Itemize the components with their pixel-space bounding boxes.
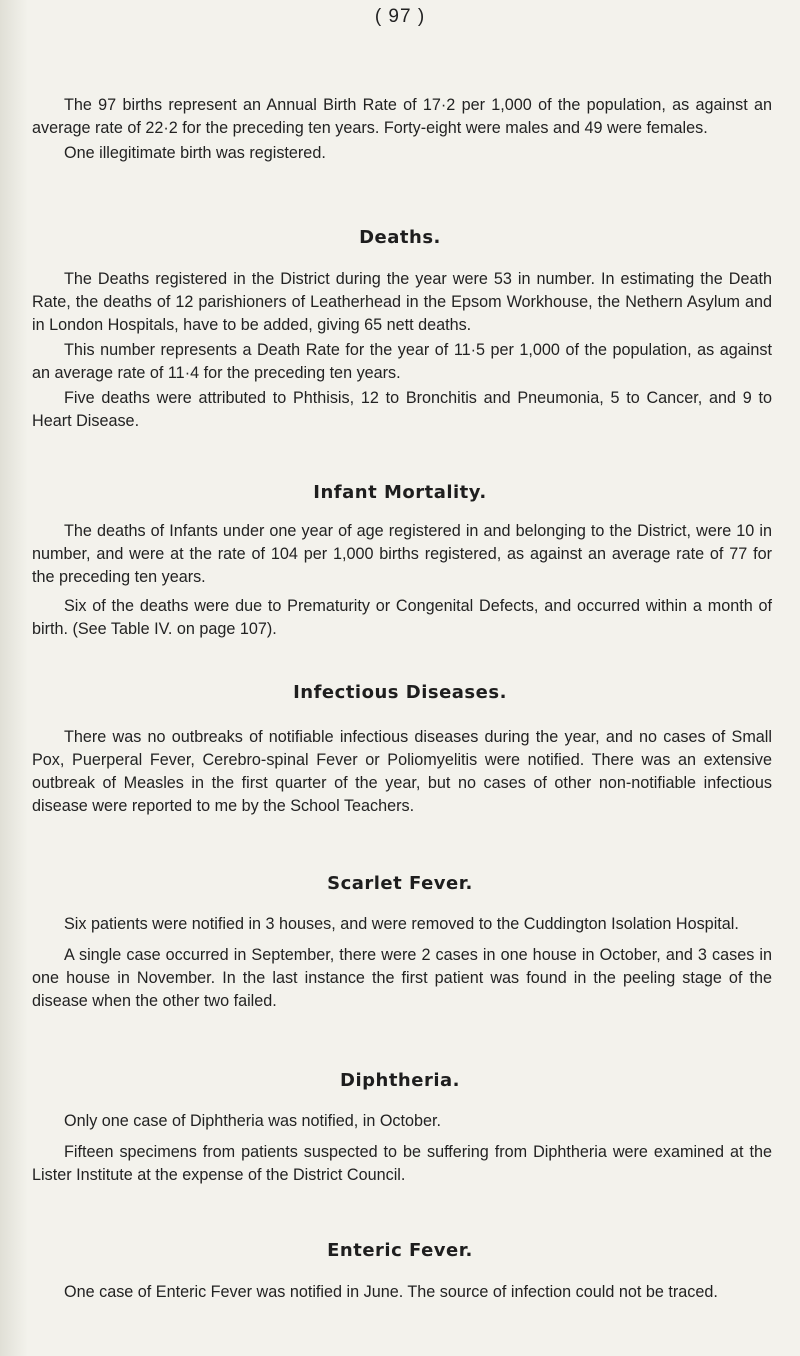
paragraph: Fifteen specimens from patients suspected to be suffering from Diphtheria were examined at the Lister Institute at the expense of the District Council. [32,1143,772,1184]
heading-infant-mortality: Infant Mortality. [313,482,487,503]
section-deaths [32,268,772,433]
section-scarlet-fever [32,913,772,1013]
paragraph: This number represents a Death Rate for the year of 11·5 per 1,000 of the population, as against an average rate of 11·4 for the preceding ten years. [32,341,772,382]
section-births [32,94,772,165]
section-infectious-diseases [32,726,772,818]
section-diphtheria [32,1110,772,1187]
paragraph: Six of the deaths were due to Prematurity or Congenital Defects, and occurred within a month of birth. (See Table IV. on page 107). [32,597,772,638]
heading-diphtheria: Diphtheria. [340,1070,460,1091]
paragraph: Five deaths were attributed to Phthisis, 12 to Bronchitis and Pneumonia, 5 to Cancer, and 9 to Heart Disease. [32,389,772,430]
paragraph: There was no outbreaks of notifiable infectious diseases during the year, and no cases of Small Pox, Puerperal Fever, Cerebro-spinal Fever or Poliomyelitis were notified. There was an extensive outbreak of Measles in the first quarter of the year, but no cases of other non-notifiable infectious disease were reported to me by the School Teachers. [32,728,772,815]
paragraph: One illegitimate birth was registered. [64,144,326,162]
paragraph: The Deaths registered in the District during the year were 53 in number. In estimating the Death Rate, the deaths of 12 parishioners of Leatherhead in the Epsom Workhouse, the Nethern Asylum and in London Hospitals, have to be added, giving 65 nett deaths. [32,270,772,334]
page-number: ( 97 ) [374,6,426,27]
paragraph: Only one case of Diphtheria was notified, in October. [64,1112,442,1130]
paragraph: A single case occurred in September, there were 2 cases in one house in October, and 3 cases in one house in November. In the last instance the first patient was found in the peeling stage of the disease when the other two failed. [32,946,772,1010]
paragraph: Six patients were notified in 3 houses, and were removed to the Cuddington Isolation Hospital. [64,915,739,933]
paragraph: The deaths of Infants under one year of age registered in and belonging to the District, were 10 in number, and were at the rate of 104 per 1,000 births registered, as against an average rate of 77 for the preceding ten years. [32,522,772,586]
heading-scarlet-fever: Scarlet Fever. [327,873,473,894]
heading-enteric-fever: Enteric Fever. [327,1240,473,1261]
heading-deaths: Deaths. [359,227,441,248]
paragraph: One case of Enteric Fever was notified in June. The source of infection could not be traced. [64,1283,718,1301]
section-infant-mortality [32,520,772,641]
section-enteric-fever [32,1281,772,1304]
heading-infectious-diseases: Infectious Diseases. [293,682,507,703]
paragraph: The 97 births represent an Annual Birth Rate of 17·2 per 1,000 of the population, as against an average rate of 22·2 for the preceding ten years. Forty-eight were males and 49 were females. [32,96,772,137]
